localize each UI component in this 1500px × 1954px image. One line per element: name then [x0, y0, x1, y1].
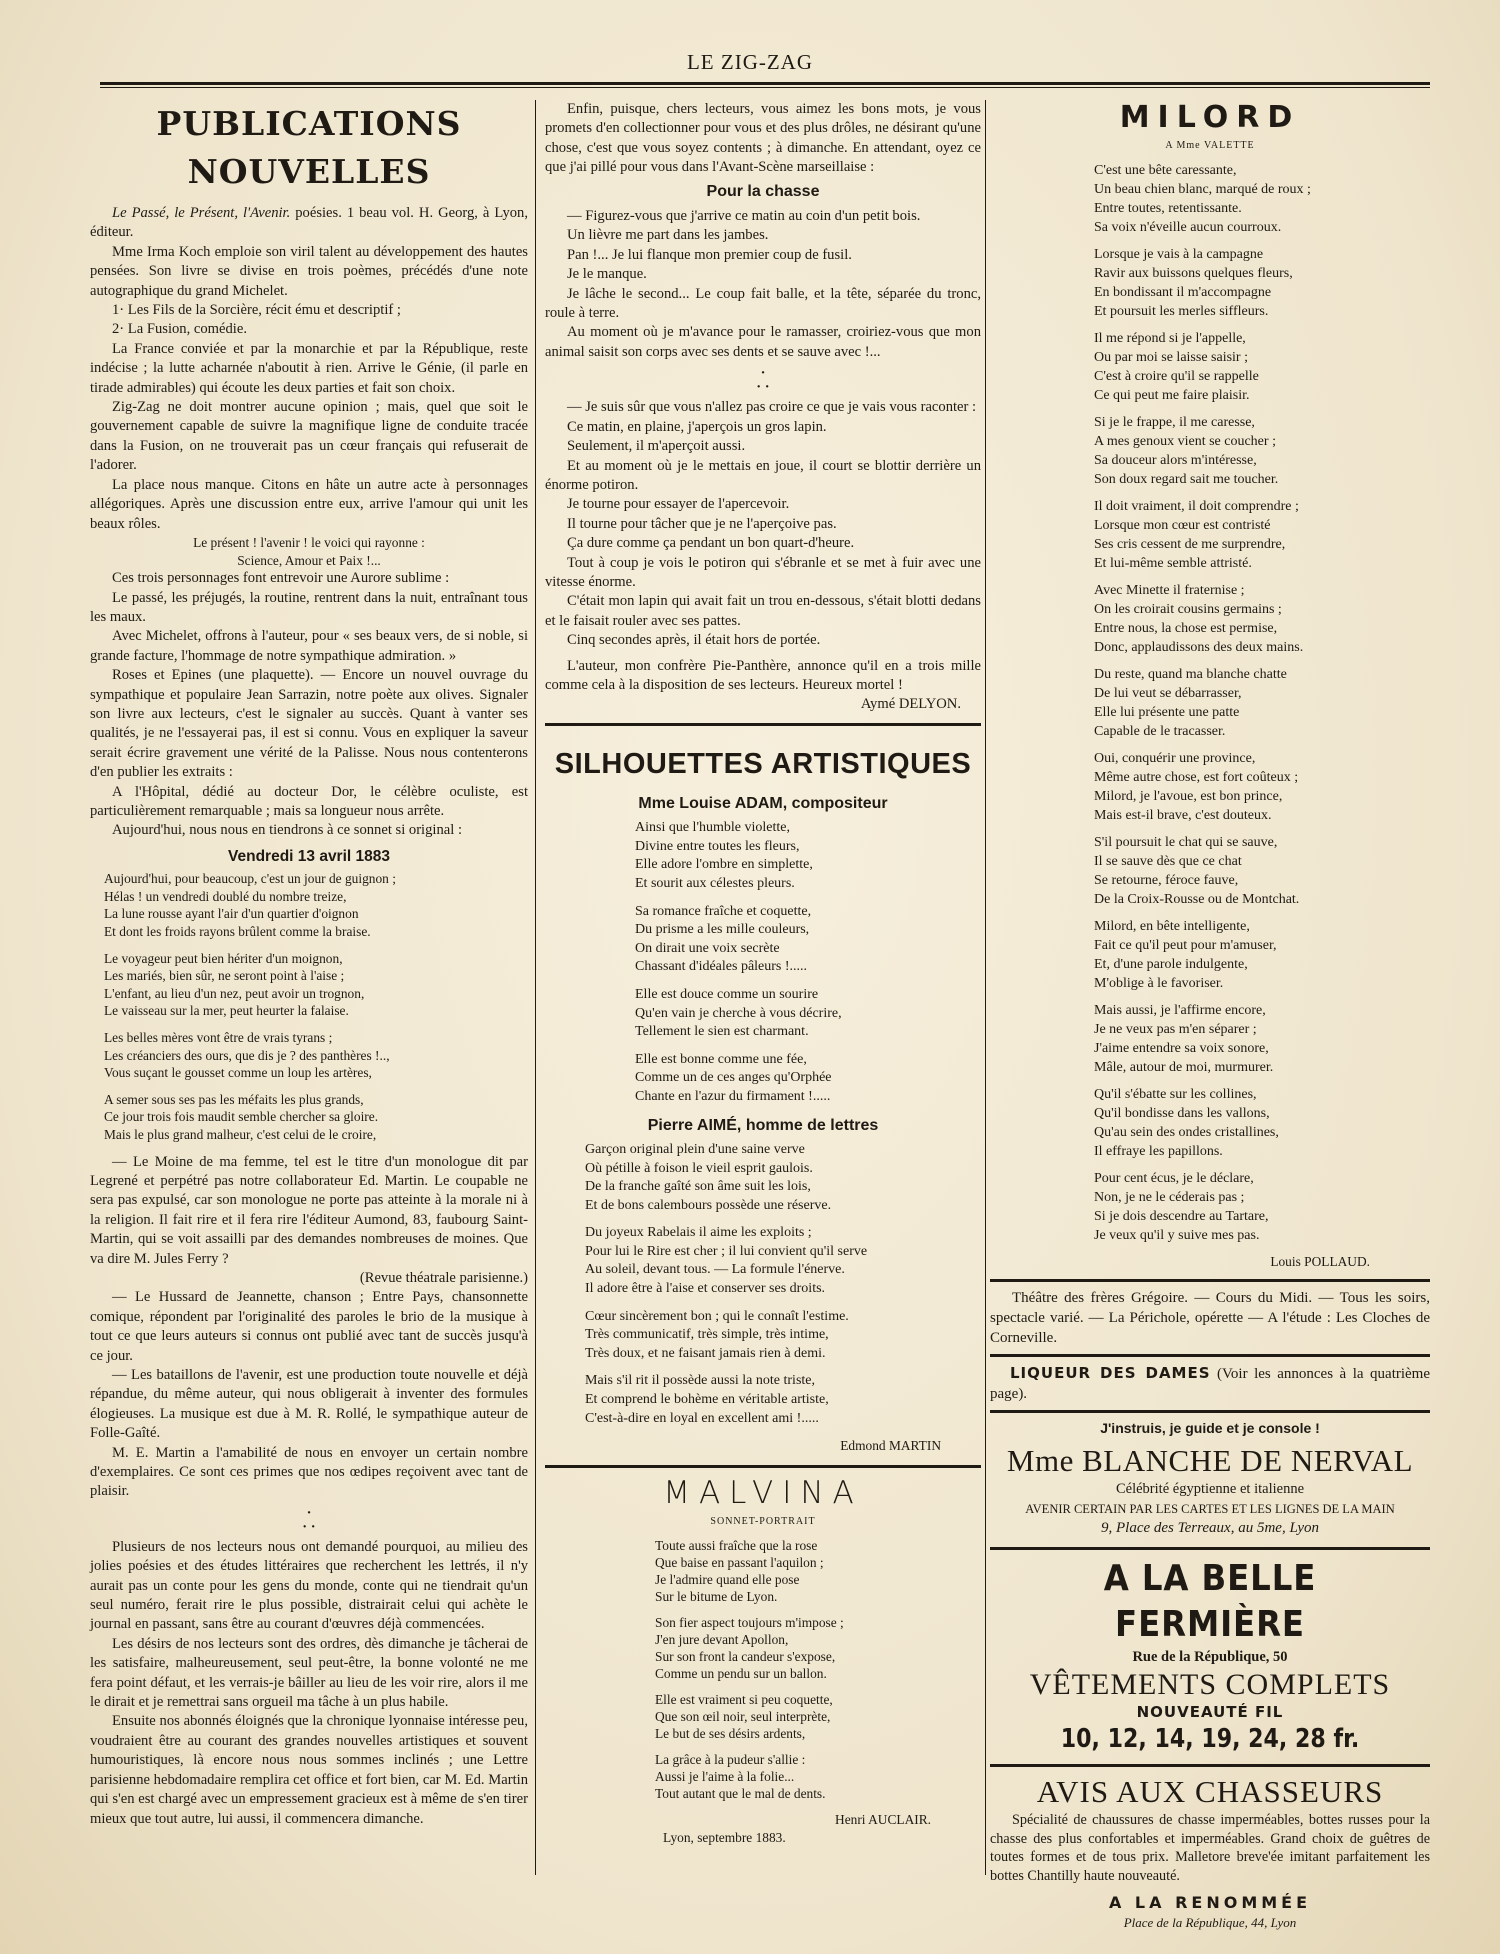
verse-line: A mes genoux vient se coucher ;	[1094, 434, 1276, 450]
date-line: Lyon, septembre 1883.	[663, 1829, 786, 1845]
verse-line: Ravir aux buissons quelques fleurs,	[1094, 266, 1293, 282]
paragraph: Les désirs de nos lecteurs sont des ordres, dès dimanche je tâcherai de les satisfaire, malheureusement, seul peut-être, la bonne volonté ne me fera point défaut, et les verrais-je bâiller au lieu de les voir rire, alors il me le dirait et je remettrai sans orgueil ma tâche à un plus habile.	[90, 1635, 528, 1711]
paragraph: Je lâche le second... Le coup fait balle, et la tête, séparée du tronc, roule à terre.	[545, 285, 981, 322]
verse-line: Aujourd'hui, pour beaucoup, c'est un jour de guignon ;	[104, 871, 396, 887]
vetements-title: VÊTEMENTS COMPLETS	[1029, 1668, 1391, 1702]
verse-line: Et de bons calembours possède une réserve.	[585, 1197, 832, 1213]
verse-line: Non, je ne le céderais pas ;	[1094, 1190, 1245, 1206]
verse-line: Du reste, quand ma blanche chatte	[1094, 667, 1287, 683]
verse-line: Elle est vraiment si peu coquette,	[655, 1692, 833, 1708]
paragraph: La place nous manque. Citons en hâte un autre acte à personnages allégoriques. Après une discussion entre eux, arrive l'amour qui unit les beaux rôles.	[90, 476, 528, 532]
verse-line: Si je dois descendre au Tartare,	[1094, 1209, 1269, 1225]
paragraph: Le passé, les préjugés, la routine, rentrent dans la nuit, entraînant tous les maux.	[90, 589, 528, 625]
verse-line: De la Croix-Rousse ou de Montchat.	[1094, 892, 1300, 908]
verse-line: M'oblige à le favoriser.	[1094, 976, 1224, 992]
verse-line: Se retourne, féroce fauve,	[1094, 873, 1239, 889]
stanza	[90, 1091, 528, 1144]
verse-line: Elle adore l'ombre en simplette,	[635, 857, 813, 873]
verse-line: Oui, conquérir une province,	[1094, 751, 1256, 767]
sonnet-title: Vendredi 13 avril 1883	[228, 847, 390, 865]
verse-line: Cœur sincèrement bon ; qui le connaît l'estime.	[585, 1308, 849, 1324]
verse-line: Mais aussi, je l'affirme encore,	[1094, 1003, 1266, 1019]
separator-rule	[990, 1410, 1430, 1413]
verse-line: Les mariés, bien sûr, ne seront point à l'aise ;	[104, 968, 345, 984]
verse-line: Du prisme a les mille couleurs,	[635, 922, 810, 938]
signature-pollaud: Louis POLLAUD.	[1270, 1254, 1370, 1270]
verse-line: Fait ce qu'il peut pour m'amuser,	[1094, 938, 1277, 954]
verse-line: Ce jour trois fois maudit semble chercher sa gloire.	[104, 1109, 379, 1125]
nerval-address: 9, Place des Terreaux, au 5me, Lyon	[1101, 1520, 1319, 1537]
stanza	[545, 986, 981, 1042]
paragraph: Seulement, il m'aperçoit aussi.	[567, 438, 746, 455]
verse-line: Lorsque mon cœur est contristé	[1094, 518, 1271, 534]
verse-line: Milord, en bête intelligente,	[1094, 919, 1250, 935]
verse-line: Ainsi que l'humble violette,	[635, 820, 790, 836]
paragraph: Tout à coup je vois le potiron qui s'ébranle et se met à fuir avec une vitesse énorme.	[545, 554, 981, 590]
stanza	[990, 413, 1430, 489]
paragraph: Ensuite nos abonnés éloignés que la chronique lyonnaise intéresse peu, voudraient être au courant des grandes nouvelles artistiques et souvent humouristiques, là encore nous nous sommes inclinés ; une Lettre parisienne hebdomadaire remplira cet office et fort bien, car M. Ed. Martin qui s'en est chargé avec un empressement gracieux est à même de s'en tirer mieux que tout autre, lui aussi, il commencera dimanche.	[90, 1713, 528, 1827]
verse-line: Ce qui peut me faire plaisir.	[1094, 388, 1250, 404]
paragraph: — Le Moine de ma femme, tel est le titre d'un monologue dit par Legrené et perpétré pas notre collaborateur Ed. Martin. Le coupable ne sera pas expulsé, car son monologue ne porte pas atteinte à la morale ni à la religion. Il fait rire et il fera rire l'éditeur Aumond, 83, faubourg Saint-Martin, qui se voit assailli par des demandes nombreuses de moines. Que va dire M. Jules Ferry ?	[90, 1153, 528, 1267]
verse-line: J'aime entendre sa voix sonore,	[1094, 1041, 1269, 1057]
poem-title-malvina: MALVINA	[663, 1474, 863, 1511]
verse-line: Divine entre toutes les fleurs,	[635, 838, 800, 854]
paragraph: Ces trois personnages font entrevoir une Aurore sublime :	[112, 570, 450, 587]
verse-line: Entre nous, la chose est permise,	[1094, 621, 1278, 637]
renommee-title: A LA RENOMMÉE	[1108, 1893, 1312, 1913]
verse-line: S'il poursuit le chat qui se sauve,	[1094, 835, 1278, 851]
verse-line: Milord, je l'avoue, est bon prince,	[1094, 789, 1283, 805]
separator-rule	[990, 1354, 1430, 1357]
paragraph: Aujourd'hui, nous nous en tiendrons à ce sonnet si original :	[112, 822, 462, 839]
stanza	[990, 917, 1430, 993]
verse-line: Qu'il s'ébatte sur les collines,	[1094, 1087, 1257, 1103]
stanza	[90, 870, 528, 940]
stanza	[545, 1308, 981, 1364]
fermiere-title: A LA BELLE FERMIÈRE	[1103, 1557, 1317, 1645]
verse-line: De la franche gaîté son âme suit les lois,	[585, 1179, 811, 1195]
verse-line: Je ne veux pas m'en séparer ;	[1094, 1022, 1257, 1038]
subtitle-adam: Mme Louise ADAM, compositeur	[638, 794, 888, 812]
column-divider-2	[985, 100, 986, 1875]
verse-line: C'est à croire qu'il se rappelle	[1094, 369, 1259, 385]
avis-title: AVIS AUX CHASSEURS	[1036, 1774, 1384, 1810]
stanza	[990, 245, 1430, 321]
verse-line: Et dont les froids rayons brûlent comme la braise.	[104, 923, 371, 939]
verse-line: Je veux qu'il y suive mes pas.	[1094, 1228, 1260, 1244]
verse-line: Sur son front la candeur s'expose,	[655, 1649, 836, 1665]
avis-text: Spécialité de chaussures de chasse imperméables, bottes russes pour la chasse des plus confortables et imperméables. Grand choix de guêtres de toutes formes et de tous prix. Malletore breve'ée imitant parfaitement les bottes Chantilly haute nouveauté.	[990, 1812, 1430, 1884]
separator-rule	[545, 723, 981, 736]
verse-line: Sa douceur alors m'intéresse,	[1094, 453, 1257, 469]
poem-subtitle-malvina: SONNET-PORTRAIT	[710, 1515, 816, 1527]
stanza	[990, 749, 1430, 825]
paragraph: La France conviée et par la monarchie et par la République, reste indécise ; la lutte acharnée n'aboutit à rien. Arrive le Génie, (il parle en tirade admirables) qui écoute les deux parties et fait son choix.	[90, 340, 528, 396]
paragraph: L'auteur, mon confrère Pie-Panthère, annonce qu'il en a trois mille comme cela à la disposition de ses lecteurs. Heureux mortel !	[545, 657, 981, 693]
article-title-chasse: Pour la chasse	[706, 182, 820, 200]
verse-line: C'est-à-dire en loyal en excellent ami !.....	[585, 1410, 819, 1426]
paragraph: Zig-Zag ne doit montrer aucune opinion ; mais, quel que soit le gouvernement capable de suivre la magnifique ligne de conduite tracée dans la Fusion, on ne trouverait pas un cœur français qui refuserait de l'adorer.	[90, 399, 528, 474]
stanza	[990, 833, 1430, 909]
verse-line: Tout autant que le mal de dents.	[655, 1786, 826, 1802]
verse-line: Même autre chose, est fort coûteux ;	[1094, 770, 1299, 786]
verse-line: La grâce à la pudeur s'allie :	[655, 1752, 806, 1768]
page-header: LE ZIG-ZAG	[686, 50, 814, 74]
paragraph: Roses et Epines (une plaquette). — Encore un nouvel ouvrage du sympathique et populaire Jean Sarrazin, notre poète aux olives. Signaler son livre aux lecteurs, c'est le signaler au succès. Quant à vanter ses qualités, je ne l'essayerai pas, il est si connu. Vous en expliquer la saveur serait écrire gravement une vérité de la Palisse. Nous nous contenterons d'en publier les extraits :	[90, 667, 528, 781]
paragraph: Mme Irma Koch emploie son viril talent au développement des hautes pensées. Son livre se divise en trois poèmes, précédés d'une note autographique du grand Michelet.	[90, 243, 528, 299]
liqueur-ad: LIQUEUR DES DAMES (Voir les annonces à la quatrième page).	[990, 1364, 1431, 1402]
stanza	[545, 1051, 981, 1107]
verse-line: Pour cent écus, je le déclare,	[1094, 1171, 1254, 1187]
verse-line: Avec Minette il fraternise ;	[1094, 583, 1245, 599]
verse-line: Il se sauve dès que ce chat	[1094, 854, 1242, 870]
poem-malvina	[545, 1537, 981, 1802]
verse-line: Je l'admire quand elle pose	[655, 1572, 800, 1588]
verse-line: Il effraye les papillons.	[1094, 1144, 1223, 1160]
sonnet-vendredi	[90, 870, 528, 1143]
poem-milord	[990, 161, 1430, 1245]
paragraph: Un lièvre me part dans les jambes.	[567, 227, 769, 244]
section-title-publications: PUBLICATIONS NOUVELLES	[156, 104, 462, 191]
paragraph: A l'Hôpital, dédié au docteur Dor, le célèbre oculiste, est particulièrement remarquable ; mais sa longueur nous arrête.	[90, 783, 528, 819]
stanza	[545, 903, 981, 977]
nerval-name: Mme BLANCHE DE NERVAL	[1006, 1443, 1414, 1479]
verse-line: Mâle, autour de moi, murmurer.	[1094, 1060, 1274, 1076]
verse-line: Qu'en vain je cherche à vous décrire,	[635, 1005, 842, 1021]
stanza	[90, 1029, 528, 1082]
paragraph: Ça dure comme ça pendant un bon quart-d'heure.	[567, 535, 855, 552]
paragraph: Au moment où je m'avance pour le ramasser, croiriez-vous que mon animal saisit son corps avec ses dents et se sauve avec !...	[545, 324, 981, 360]
fermiere-address: Rue de la République, 50	[1132, 1648, 1288, 1665]
section-title-silhouettes: SILHOUETTES ARTISTIQUES	[554, 747, 972, 780]
paragraph: Et au moment où je le mettais en joue, il court se blottir derrière un énorme potiron.	[545, 457, 981, 493]
verse-line: Et, d'une parole indulgente,	[1094, 957, 1248, 973]
verse-line: Il adore être à l'aise et conserver ses droits.	[585, 1281, 826, 1297]
verse-line: Aussi je l'aime à la folie...	[655, 1769, 795, 1785]
paragraph: Il tourne pour tâcher que je ne l'aperçoive pas.	[567, 515, 837, 532]
stanza	[990, 665, 1430, 741]
column-publications	[90, 100, 528, 1829]
verse-line: Garçon original plein d'une saine verve	[585, 1141, 805, 1157]
paragraph: Plusieurs de nos lecteurs nous ont demandé pourquoi, au milieu des jolies poésies et des études littéraires que recherchent les lettrés, il n'y aurait pas un conte pour les gens du monde, conte qui ne tiendrait qu'un seul numéro, ferait rire le plus possible, distrairait celui qui achète le journal en passant, sans être au courant d'œuvres déjà commencées.	[90, 1538, 528, 1633]
signature-martin: Edmond MARTIN	[840, 1438, 941, 1454]
stanza	[545, 819, 981, 893]
nerval-line: AVENIR CERTAIN PAR LES CARTES ET LES LIGNES DE LA MAIN	[1025, 1501, 1395, 1516]
verse-line: La lune rousse ayant l'air d'un quartier d'oignon	[104, 906, 359, 922]
stanza	[545, 1537, 981, 1605]
verse-line: Et sourit aux célestes pleurs.	[635, 875, 795, 891]
header-rule	[100, 82, 1430, 85]
nerval-slogan: J'instruis, je guide et je console !	[1100, 1420, 1320, 1436]
stanza	[90, 950, 528, 1020]
verse-line: Lorsque je vais à la campagne	[1094, 247, 1264, 263]
verse-line: Entre toutes, retentissante.	[1094, 201, 1242, 217]
verse-line: Un beau chien blanc, marqué de roux ;	[1094, 182, 1311, 198]
verse-line: Toute aussi fraîche que la rose	[655, 1538, 818, 1554]
verse-line: On les croirait cousins germains ;	[1094, 602, 1282, 618]
verse-line: Elle est douce comme un sourire	[635, 986, 819, 1002]
verse-line: Les créanciers des ours, que dis je ? des panthères !..,	[104, 1047, 390, 1063]
verse-line: Chassant d'idéales pâleurs !.....	[635, 959, 808, 975]
paragraph: — Le Hussard de Jeannette, chanson ; Entre Pays, chansonnette comique, répondent par l'originalité des paroles le brio de la musique à tout ce que leurs auteurs si connus ont publié avec tant de succès jusqu'à ce jour.	[90, 1289, 528, 1364]
paragraph: Le Passé, le Présent, l'Avenir. poésies. 1 beau vol. H. Georg, à Lyon, éditeur.	[90, 205, 528, 241]
verse-line: Ses cris cessent de me surprendre,	[1094, 537, 1286, 553]
column-divider-1	[535, 100, 536, 1875]
stanza	[545, 1224, 981, 1298]
paragraph: Je le manque.	[567, 266, 647, 283]
paragraph: Avec Michelet, offrons à l'auteur, pour « ses beaux vers, de si noble, si grande facture, l'hommage de notre sympathique admiration. »	[90, 628, 528, 664]
verse-line: Elle est bonne comme une fée,	[635, 1051, 807, 1067]
nerval-subtitle: Célébrité égyptienne et italienne	[1115, 1481, 1305, 1498]
signature-auclair: Henri AUCLAIR.	[835, 1812, 931, 1828]
verse-line: Son doux regard sait me toucher.	[1094, 472, 1279, 488]
paragraph: 2· La Fusion, comédie.	[112, 321, 247, 338]
poem-adam	[545, 819, 981, 1106]
verse-line: Tellement le sien est charmant.	[635, 1024, 809, 1040]
verse-line: Hélas ! un vendredi doublé du nombre treize,	[104, 888, 347, 904]
stanza	[990, 581, 1430, 657]
separator-rule	[990, 1279, 1430, 1282]
verse-line: Au soleil, devant tous. — La formule l'énerve.	[585, 1262, 845, 1278]
verse-line: Très doux, et ne faisant jamais rien à demi.	[585, 1345, 826, 1361]
verse-line: Capable de le tracasser.	[1094, 724, 1226, 740]
separator-rule	[990, 1764, 1430, 1767]
poem-dedication: A Mme VALETTE	[1165, 140, 1255, 151]
subtitle-aime: Pierre AIMÉ, homme de lettres	[647, 1116, 879, 1134]
paragraph: Je tourne pour essayer de l'apercevoir.	[567, 496, 790, 513]
theatre-notice: Théâtre des frères Grégoire. — Cours du Midi. — Tous les soirs, spectacle varié. — La Périchole, opérette — A l'étude : Les Cloches de Corneville.	[990, 1290, 1430, 1346]
paragraph: Cinq secondes après, il était hors de portée.	[567, 632, 821, 649]
verse-line: Et poursuit les merles siffleurs.	[1094, 304, 1269, 320]
verse-line: Mais est-il brave, c'est douteux.	[1094, 808, 1272, 824]
paragraph: Ce matin, en plaine, j'aperçois un gros lapin.	[567, 418, 827, 435]
verse-line: Le voyageur peut bien hériter d'un moignon,	[104, 950, 343, 966]
verse-line: Si je le frappe, il me caresse,	[1094, 415, 1255, 431]
verse-line: Les belles mères vont être de vrais tyrans ;	[104, 1029, 333, 1045]
verse-line: Chante en l'azur du firmament !.....	[635, 1088, 831, 1104]
verse-line: J'en jure devant Apollon,	[655, 1632, 789, 1648]
stanza	[545, 1751, 981, 1802]
separator-rule	[545, 1465, 981, 1468]
verse-line: Très communicatif, très simple, très intime,	[585, 1327, 829, 1343]
verse-line: A semer sous ses pas les méfaits les plus grands,	[104, 1091, 364, 1107]
verse-line: C'est une bête caressante,	[1094, 163, 1237, 179]
header-rule-thin	[100, 87, 1430, 88]
verse-line: L'enfant, au lieu d'un nez, peut avoir un trognon,	[104, 985, 365, 1001]
verse-line: De lui veut se débarrasser,	[1094, 686, 1242, 702]
stanza	[990, 1085, 1430, 1161]
source-credit: (Revue théatrale parisienne.)	[359, 1269, 528, 1286]
verse-line: Comme un pendu sur un ballon.	[655, 1666, 827, 1682]
paragraph: Pan !... Je lui flanque mon premier coup de fusil.	[567, 246, 852, 263]
separator-rule	[990, 1547, 1430, 1550]
stanza	[990, 1001, 1430, 1077]
column-middle	[545, 100, 981, 1846]
verse-line: Sur le bitume de Lyon.	[655, 1589, 778, 1605]
verse-line: Sa voix n'éveille aucun courroux.	[1094, 220, 1282, 236]
renommee-address: Place de la République, 44, Lyon	[1123, 1914, 1297, 1930]
verse-line: Qu'il bondisse dans les vallons,	[1094, 1106, 1270, 1122]
verse-line: Et comprend le bohème en véritable artiste,	[585, 1392, 829, 1408]
paragraph: C'était mon lapin qui avait fait un trou en-dessous, s'était blotti dedans et le faisait rouler avec ses pattes.	[545, 593, 981, 629]
verse-line: Du joyeux Rabelais il aime les exploits ;	[585, 1225, 812, 1241]
poem-aime	[545, 1141, 981, 1428]
verse-line: Le vaisseau sur la mer, peut heurter la falaise.	[104, 1003, 349, 1019]
paragraph: Enfin, puisque, chers lecteurs, vous aimez les bons mots, je vous promets d'en collectionner pour vous et des plus drôles, ne désirant qu'une chose, c'est que vous soyez contents ; à dimanche. En attendant, oyez ce que j'ai pillé pour vous dans l'Avant-Scène marseillaise :	[545, 101, 981, 176]
verse-line: Le but de ses désirs ardents,	[655, 1726, 806, 1742]
paragraph: — Je suis sûr que vous n'allez pas croire ce que je vais vous raconter :	[567, 399, 977, 416]
signature-delyon: Aymé DELYON.	[860, 696, 961, 713]
verse-line: Comme un de ces anges qu'Orphée	[635, 1070, 832, 1086]
quote-line: Le présent ! l'avenir ! le voici qui rayonne :	[193, 534, 425, 550]
stanza	[990, 329, 1430, 405]
paragraph: — Les bataillons de l'avenir, est une production toute nouvelle et déjà répandue, du même auteur, qui nous obligerait à inventer des formules élogieuses. La musique est due à M. R. Rollé, le sympathique auteur de Folle-Gaîté.	[90, 1366, 528, 1442]
stanza	[990, 497, 1430, 573]
verse-line: Mais s'il rit il possède aussi la note triste,	[585, 1373, 815, 1389]
verse-line: Vous suçant le gousset comme un loup les artères,	[104, 1065, 372, 1081]
verse-line: Et lui-même semble attristé.	[1094, 556, 1252, 572]
verse-line: Il doit vraiment, il doit comprendre ;	[1094, 499, 1299, 515]
verse-line: Qu'au sein des ondes cristallines,	[1094, 1125, 1279, 1141]
stanza	[545, 1691, 981, 1742]
poem-title-milord: MILORD	[1119, 100, 1301, 135]
stanza	[545, 1614, 981, 1682]
separator-dots: · · ·	[302, 1504, 316, 1535]
nouveaute-label: NOUVEAUTÉ FIL	[1136, 1703, 1284, 1722]
verse-line: Que baise en passant l'aquilon ;	[655, 1555, 824, 1571]
paragraph: 1· Les Fils de la Sorcière, récit ému et descriptif ;	[112, 302, 401, 319]
stanza	[545, 1141, 981, 1215]
verse-line: Sa romance fraîche et coquette,	[635, 903, 812, 919]
quote-line: Science, Amour et Paix !...	[237, 552, 381, 568]
paragraph: M. E. Martin a l'amabilité de nous en envoyer un certain nombre d'exemplaires. Ce sont ces primes que nos œdipes reçoivent avec tant de plaisir.	[90, 1444, 528, 1500]
verse-line: Pour lui le Rire est cher ; il lui convient qu'il serve	[585, 1243, 868, 1259]
verse-line: Son fier aspect toujours m'impose ;	[655, 1615, 844, 1631]
verse-line: Que son œil noir, seul interprète,	[655, 1709, 831, 1725]
stanza	[990, 1169, 1430, 1245]
verse-line: On dirait une voix secrète	[635, 940, 780, 956]
verse-line: Ou par moi se laisse saisir ;	[1094, 350, 1248, 366]
verse-line: Où pétille à foison le vieil esprit gaulois.	[585, 1160, 813, 1176]
verse-line: En bondissant il m'accompagne	[1094, 285, 1272, 301]
price-list: 10, 12, 14, 19, 24, 28 fr.	[1060, 1724, 1360, 1755]
stanza	[990, 161, 1430, 237]
verse-line: Elle lui présente une patte	[1094, 705, 1240, 721]
verse-line: Il me répond si je l'appelle,	[1094, 331, 1246, 347]
verse-line: Mais le plus grand malheur, c'est celui de le croire,	[104, 1126, 377, 1142]
separator-dots: · · ·	[756, 365, 770, 396]
paragraph: — Figurez-vous que j'arrive ce matin au coin d'un petit bois.	[567, 208, 921, 225]
verse-line: Donc, applaudissons des deux mains.	[1094, 640, 1304, 656]
column-right	[990, 100, 1430, 1932]
stanza	[545, 1372, 981, 1428]
